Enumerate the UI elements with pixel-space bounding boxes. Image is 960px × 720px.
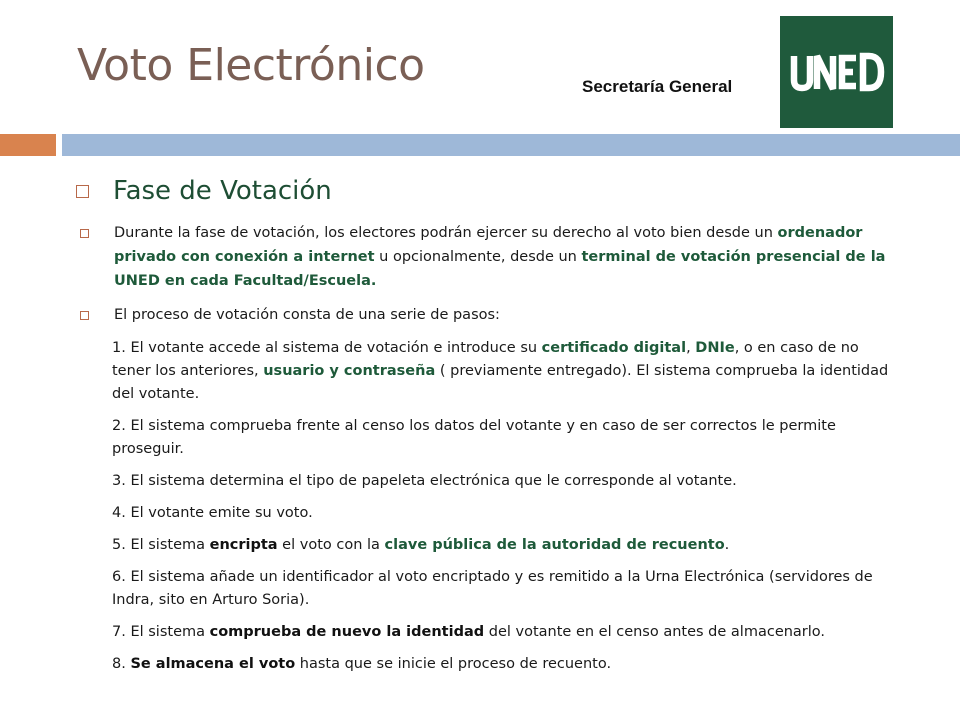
text-run: . xyxy=(724,537,730,554)
slide-content xyxy=(76,176,896,685)
step-1 xyxy=(112,337,896,406)
text-run: ( previamente entregado). El sistema comprueba la identidad del votante. xyxy=(112,363,889,403)
process-intro-text: El proceso de votación consta de una serie de pasos: xyxy=(114,307,500,324)
uned-logo xyxy=(780,16,893,128)
bold-text: encripta xyxy=(209,537,278,554)
step-3: 3. El sistema determina el tipo de papeleta electrónica que le corresponde al votante. xyxy=(112,473,737,490)
section-heading-text: Fase de Votación xyxy=(113,176,332,206)
step-8 xyxy=(112,653,896,676)
text-run: el voto con la xyxy=(277,537,385,554)
text-run: 1. El votante accede al sistema de votación e introduce su xyxy=(112,340,542,357)
highlight-text: terminal de votación presencial de la UNED en cada Facultad/Escuela. xyxy=(114,249,886,290)
highlight-text: certificado digital xyxy=(541,340,687,357)
intro-text xyxy=(114,221,896,293)
square-bullet-icon xyxy=(80,311,89,320)
text-run: hasta que se inicie el proceso de recuento. xyxy=(295,656,612,673)
text-run: u opcionalmente, desde un xyxy=(374,249,582,266)
text-run: , xyxy=(686,340,696,357)
accent-bar-orange xyxy=(0,134,56,156)
section-heading xyxy=(76,176,896,207)
step-6: 6. El sistema añade un identificador al voto encriptado y es remitido a la Urna Electrónica (servidores de Indra, sito en Arturo Soria). xyxy=(112,569,873,609)
text-run: 8. xyxy=(112,656,131,673)
uned-logo-mark xyxy=(789,52,885,92)
bold-text: comprueba de nuevo la identidad xyxy=(209,624,485,641)
text-run: , o en caso de no tener los anteriores, xyxy=(112,340,859,380)
intro-paragraph xyxy=(76,221,896,293)
highlight-text: DNIe xyxy=(695,340,735,357)
step-2: 2. El sistema comprueba frente al censo los datos del votante y en caso de ser correctos le permite proseguir. xyxy=(112,418,836,458)
subtitle: Secretaría General xyxy=(582,77,733,96)
square-bullet-icon xyxy=(80,229,89,238)
step-5 xyxy=(112,534,896,557)
step-7 xyxy=(112,621,896,644)
page-title: Voto Electrónico xyxy=(77,40,425,91)
highlight-text: usuario y contraseña xyxy=(263,363,436,380)
bold-text: Se almacena el voto xyxy=(130,656,296,673)
process-paragraph xyxy=(76,303,896,327)
accent-bar-blue xyxy=(62,134,960,156)
square-bullet-icon xyxy=(76,185,89,198)
text-run: Durante la fase de votación, los electores podrán ejercer su derecho al voto bien desde un xyxy=(114,225,778,242)
text-run: del votante en el censo antes de almacenarlo. xyxy=(484,624,826,641)
text-run: 7. El sistema xyxy=(112,624,210,641)
highlight-text: ordenador privado con conexión a internet xyxy=(114,225,863,266)
step-4: 4. El votante emite su voto. xyxy=(112,505,313,522)
text-run: 5. El sistema xyxy=(112,537,210,554)
highlight-text: clave pública de la autoridad de recuento xyxy=(384,537,725,554)
